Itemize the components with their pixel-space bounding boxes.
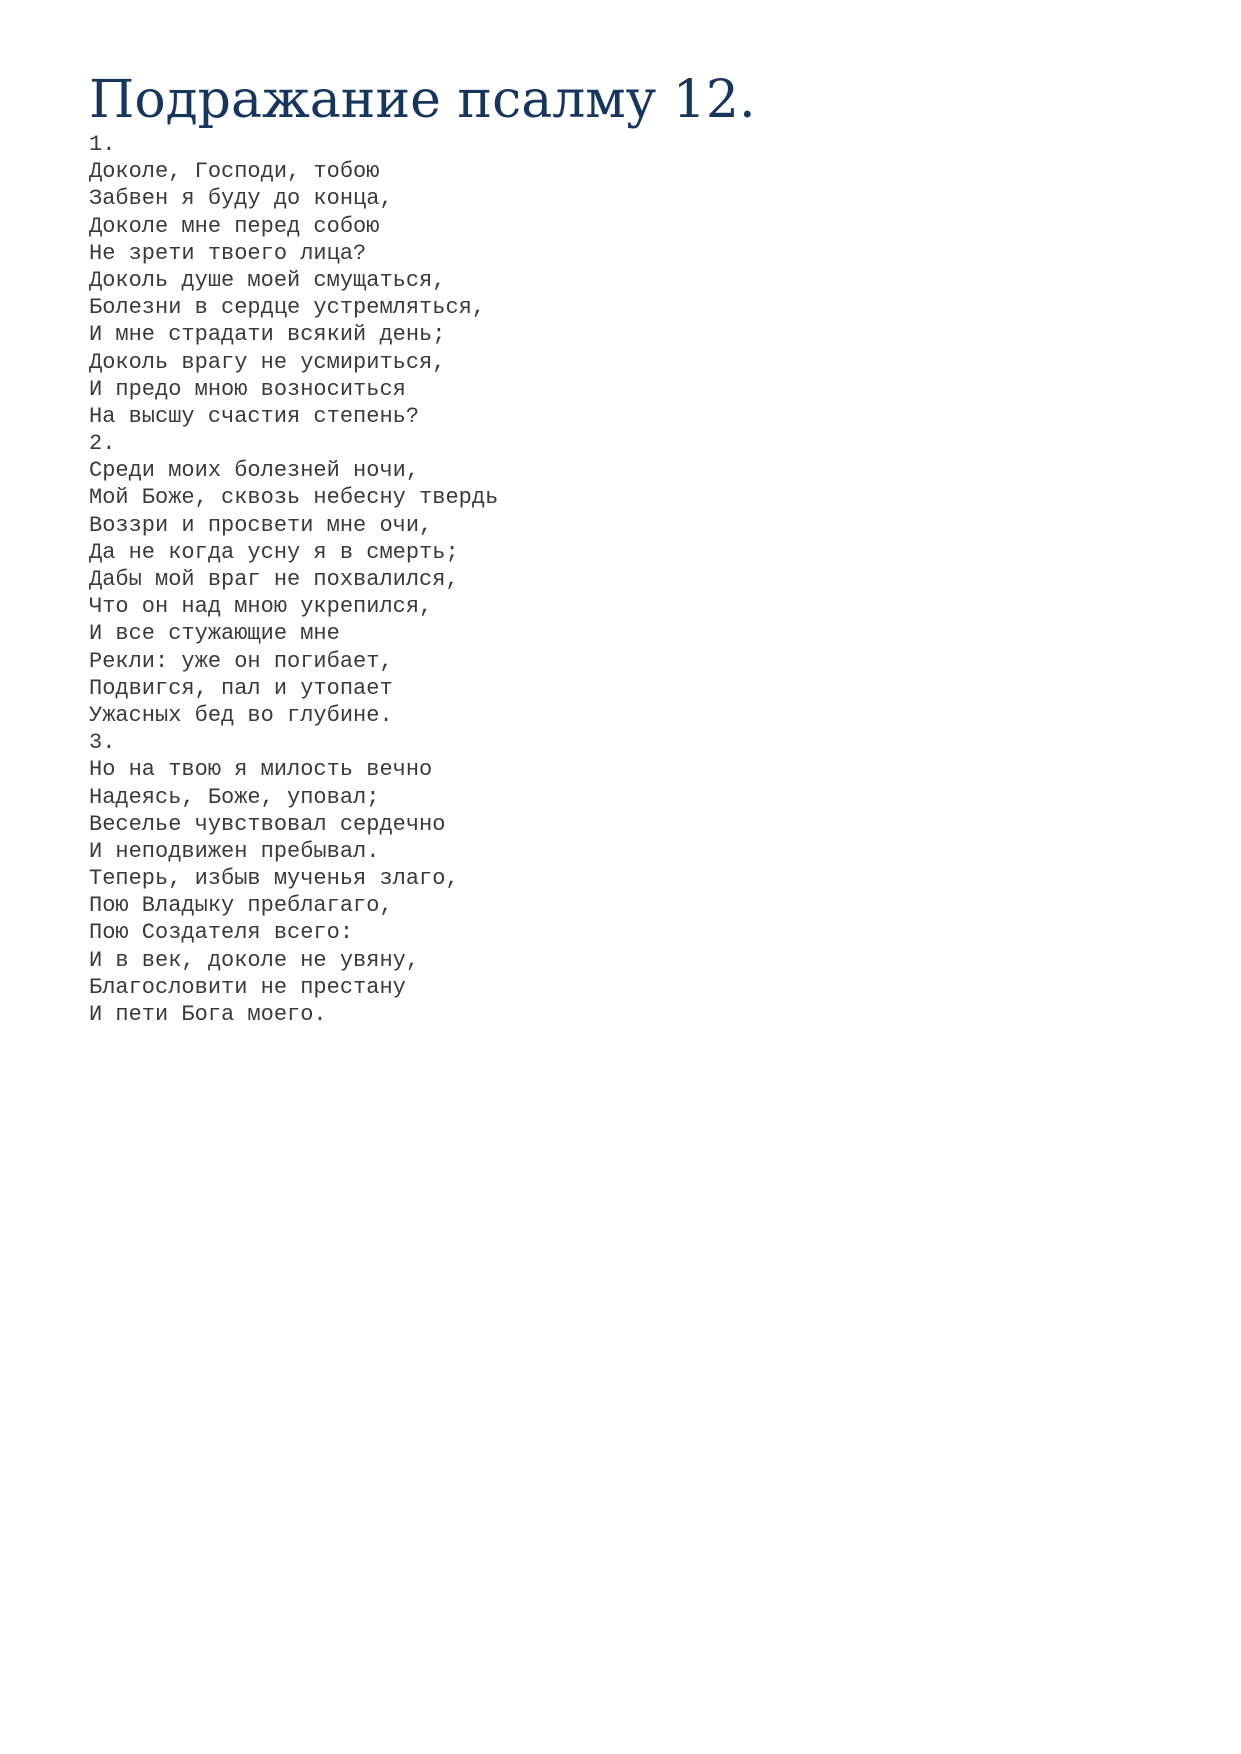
- poem-line: Надеясь, Боже, уповал;: [89, 784, 380, 810]
- poem-text: [89, 131, 498, 1028]
- stanza-number: 2.: [89, 431, 116, 457]
- stanza-number: 1.: [89, 132, 116, 157]
- poem-line: И все стужающие мне: [89, 621, 340, 647]
- poem-line: Среди моих болезней ночи,: [89, 458, 420, 484]
- poem-line: Болезни в сердце устремляться,: [89, 295, 486, 321]
- poem-line: Да не когда усну я в смерть;: [89, 539, 459, 565]
- poem-line: Доколь душе моей смущаться,: [89, 267, 446, 293]
- poem-line: И предо мною возноситься: [89, 376, 406, 402]
- poem-line: Пою Владыку преблагаго,: [89, 893, 393, 919]
- poem-line: Но на твою я милость вечно: [89, 757, 433, 783]
- poem-line: Доколе, Господи, тобою: [89, 159, 380, 185]
- poem-line: И пети Бога моего.: [89, 1002, 327, 1027]
- poem-line: Доколе мне перед собою: [89, 213, 380, 239]
- poem-line: И в век, доколе не увяну,: [89, 947, 420, 973]
- poem-line: Подвигся, пал и утопает: [89, 675, 393, 701]
- poem-line: Воззри и просвети мне очи,: [89, 512, 433, 538]
- poem-line: И мне страдати всякий день;: [89, 322, 446, 348]
- poem-line: Благословити не престану: [89, 974, 406, 1000]
- poem-line: Забвен я буду до конца,: [89, 186, 393, 212]
- poem-line: Рекли: уже он погибает,: [89, 648, 393, 674]
- document-title: Подражание псалму 12.: [89, 70, 756, 130]
- poem-line: Что он над мною укрепился,: [89, 594, 433, 620]
- poem-line: Не зрети твоего лица?: [89, 240, 367, 266]
- stanza-number: 3.: [89, 730, 116, 756]
- poem-line: Доколь врагу не усмириться,: [89, 349, 446, 375]
- poem-line: Веселье чувствовал сердечно: [89, 811, 446, 837]
- poem-line: На высшу счастия степень?: [89, 403, 420, 429]
- poem-line: Мой Боже, сквозь небесну твердь: [89, 485, 499, 511]
- poem-line: И неподвижен пребывал.: [89, 838, 380, 864]
- poem-line: Ужасных бед во глубине.: [89, 702, 393, 728]
- poem-line: Теперь, избыв мученья злаго,: [89, 866, 459, 892]
- poem-line: Пою Создателя всего:: [89, 920, 354, 946]
- poem-line: Дабы мой враг не похвалился,: [89, 567, 459, 592]
